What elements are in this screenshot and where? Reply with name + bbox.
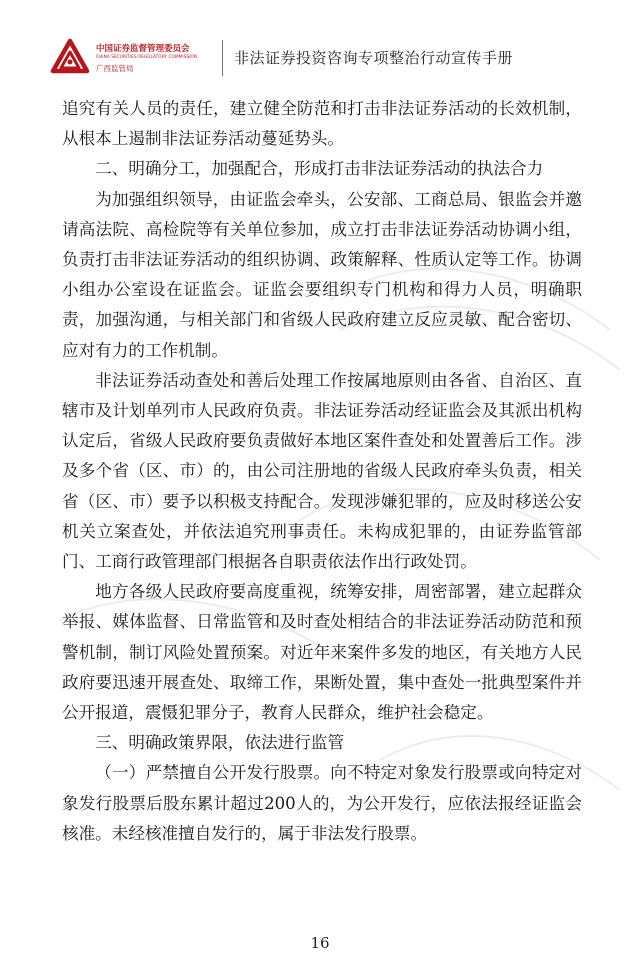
paragraph: （一）严禁擅自公开发行股票。向不特定对象发行股票或向特定对象发行股票后股东累计超过200人的，为公开发行，应依法报经证监会核准。未经核准擅自发行的，属于非法发行股票。 <box>62 763 582 843</box>
section-heading-3: 三、明确政策界限，依法进行监管 <box>95 733 345 753</box>
org-name-en: CHINA SECURITIES REGULATORY COMMISSION <box>96 54 198 59</box>
csrc-logo-icon <box>50 38 90 78</box>
document-body <box>62 94 582 849</box>
page-header <box>44 38 604 84</box>
section-heading-2: 二、明确分工，加强配合，形成打击非法证券活动的执法合力 <box>95 159 544 179</box>
org-name-cn: 中国证券监督管理委员会 <box>96 44 190 54</box>
page-number: 16 <box>310 934 330 952</box>
org-sub-name: 广西监管局 <box>96 64 134 73</box>
paragraph: 为加强组织领导，由证监会牵头，公安部、工商总局、银监会并邀请高法院、高检院等有关单位参加，成立打击非法证券活动协调小组，负责打击非法证券活动的组织协调、政策解释、性质认定等工作。协调小组办公室设在证监会。证监会要组织专门机构和得力人员，明确职责，加强沟通，与相关部门和省级人民政府建立反应灵敏、配合密切、应对有力的工作机制。 <box>62 189 582 360</box>
paragraph-continuation: 追究有关人员的责任，建立健全防范和打击非法证券活动的长效机制，从根本上遏制非法证券活动蔓延势头。 <box>62 99 582 149</box>
paragraph: 地方各级人民政府要高度重视，统筹安排，周密部署，建立起群众举报、媒体监督、日常监管和及时查处相结合的非法证券活动防范和预警机制，制订风险处置预案。对近年来案件多发的地区，有关地方人民政府要迅速开展查处、取缔工作，果断处置，集中查处一批典型案件并公开报道，震慑犯罪分子，教育人民群众，维护社会稳定。 <box>62 582 582 723</box>
header-divider <box>222 40 223 76</box>
paragraph: 非法证券活动查处和善后处理工作按属地原则由各省、自治区、直辖市及计划单列市人民政府负责。非法证券活动经证监会及其派出机构认定后，省级人民政府要负责做好本地区案件查处和处置善后工作。涉及多个省（区、市）的，由公司注册地的省级人民政府牵头负责，相关省（区、市）要予以积极支持配合。发现涉嫌犯罪的，应及时移送公安机关立案查处，并依法追究刑事责任。未构成犯罪的，由证券监管部门、工商行政管理部门根据各自职责依法作出行政处罚。 <box>62 370 582 572</box>
handbook-title: 非法证券投资咨询专项整治行动宣传手册 <box>234 49 514 67</box>
